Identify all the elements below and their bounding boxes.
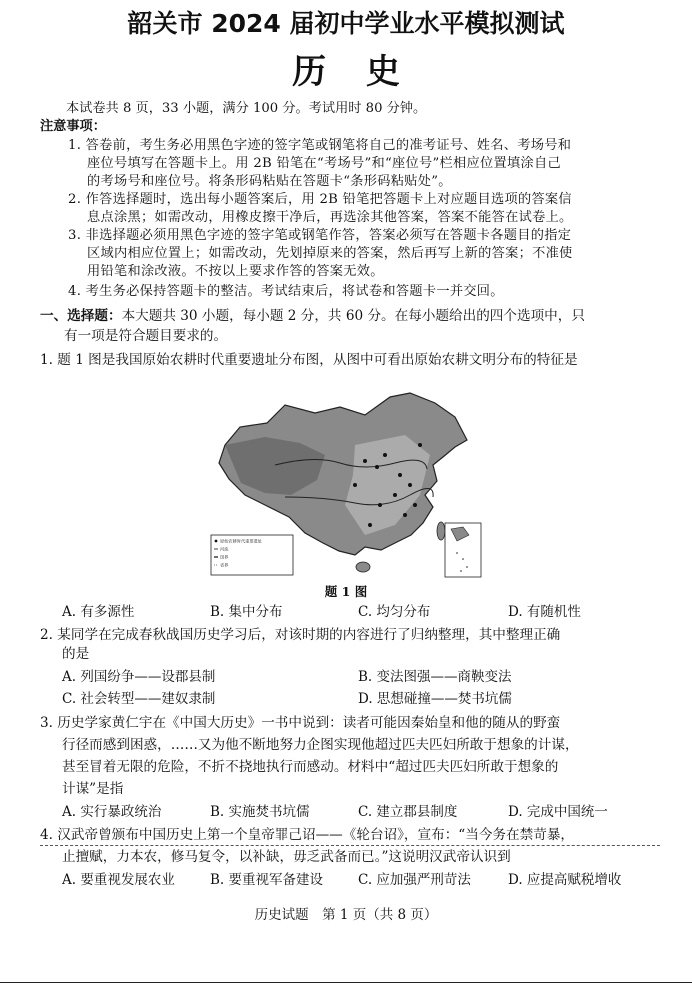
- q1-option-b: B. 集中分布: [210, 604, 283, 620]
- note-line: 3. 非选择题必须用黑色字迹的签字笔或钢笔作答，答案必须写在答题卡各题目的指定: [68, 228, 572, 243]
- question-3-stem-cont: 甚至冒着无限的危险，不折不挠地执行而感动。材料中“超过匹夫匹妇所敢于想象的: [62, 759, 559, 775]
- note-line: 的考场号和座位号。将条形码粘贴在答题卡“条形码粘贴处”。: [87, 174, 452, 189]
- q1-option-d: D. 有随机性: [508, 604, 581, 620]
- china-map-figure: [205, 385, 483, 580]
- q4-option-d: D. 应提高赋税增收: [508, 872, 622, 888]
- question-2-stem: 2. 某同学在完成春秋战国历史学习后，对该时期的内容进行了归纳整理，其中整理正确: [40, 627, 561, 643]
- notes-heading: 注意事项：: [40, 119, 106, 134]
- q3-option-a: A. 实行暴政统治: [62, 804, 162, 820]
- q3-option-b: B. 实施焚书坑儒: [210, 804, 310, 820]
- section-one-text: 本大题共 30 小题，每小题 2 分，共 60 分。在每小题给出的四个选项中，只: [121, 308, 585, 324]
- section-one: [40, 307, 585, 325]
- legend-item: 国界: [220, 554, 229, 560]
- exam-title: 韶关市 2024 届初中学业水平模拟测试: [127, 9, 565, 38]
- intro-line: 本试卷共 8 页，33 小题，满分 100 分。考试用时 80 分钟。: [66, 101, 427, 116]
- page-footer: 历史试题 第 1 页（共 8 页）: [254, 907, 438, 923]
- q2-option-b: B. 变法图强——商鞅变法: [358, 669, 512, 685]
- bottom-rule: [0, 982, 692, 983]
- q2-option-a: A. 列国纷争——设郡县制: [62, 669, 216, 685]
- q3-option-c: C. 建立郡县制度: [358, 804, 458, 820]
- figure-1-caption: 题 1 图: [324, 584, 368, 599]
- q4-option-c: C. 应加强严刑苛法: [358, 872, 471, 888]
- question-4-stem: 4. 汉武帝曾颁布中国历史上第一个皇帝罪己诏——《轮台诏》，宣布：“当今务在禁苛暴，: [40, 827, 575, 843]
- note-line: 4. 考生务必保持答题卡的整洁。考试结束后，将试卷和答题卡一并交回。: [68, 284, 504, 299]
- question-1-stem: 1. 题 1 图是我国原始农耕时代重要遗址分布图，从图中可看出原始农耕文明分布的特征是: [40, 352, 578, 368]
- q4-option-a: A. 要重视发展农业: [62, 872, 175, 888]
- q2-option-d: D. 思想碰撞——焚书坑儒: [358, 691, 512, 707]
- section-one-heading: 一、选择题：: [40, 308, 122, 324]
- note-line: 区域内相应位置上；如需改动，先划掉原来的答案，然后再写上新的答案；不准使: [87, 246, 573, 261]
- note-line: 2. 作答选择题时，选出每小题答案后，用 2B 铅笔把答题卡上对应题目选项的答案信: [68, 192, 572, 207]
- q4-option-b: B. 要重视军备建设: [210, 872, 324, 888]
- taiwan-island: [437, 522, 445, 540]
- legend-item: 河流: [220, 546, 229, 552]
- section-one-text-2: 有一项是符合题目要求的。: [64, 328, 228, 344]
- fold-line: [40, 845, 660, 846]
- legend-item: 原始农耕时代重要遗址: [220, 538, 262, 544]
- note-line: 座位号填写在答题卡上。用 2B 铅笔在“考场号”和“座位号”栏相应位置填涂自己: [87, 156, 561, 171]
- question-3-stem-cont: 计谋”是指: [62, 781, 124, 797]
- note-line: 1. 答卷前，考生务必用黑色字迹的签字笔或钢笔将自己的准考证号、姓名、考场号和: [68, 138, 572, 153]
- question-2-stem-cont: 的是: [62, 646, 90, 662]
- q1-option-a: A. 有多源性: [62, 604, 135, 620]
- hainan-island: [356, 562, 370, 572]
- legend-item: 省界: [220, 562, 229, 568]
- question-3-stem-cont: 行径而感到困惑，……又为他不断地努力企图实现他超过匹夫匹妇所敢于想象的计谋，: [62, 737, 579, 753]
- q2-option-c: C. 社会转型——建奴隶制: [62, 691, 216, 707]
- note-line: 用铅笔和涂改液。不按以上要求作答的答案无效。: [87, 264, 384, 279]
- note-line: 息点涂黑；如需改动，用橡皮擦干净后，再选涂其他答案，答案不能答在试卷上。: [87, 210, 573, 225]
- question-3-stem: 3. 历史学家黄仁宇在《中国大历史》一书中说到：读者可能因秦始皇和他的随从的野蛮: [40, 715, 561, 731]
- q3-option-d: D. 完成中国统一: [508, 804, 608, 820]
- subject-title: 历 史: [292, 52, 414, 92]
- q1-option-c: C. 均匀分布: [358, 604, 431, 620]
- question-4-stem-cont: 止擅赋，力本农，修马复令，以补缺，毋乏武备而已。”这说明汉武帝认识到: [62, 849, 511, 865]
